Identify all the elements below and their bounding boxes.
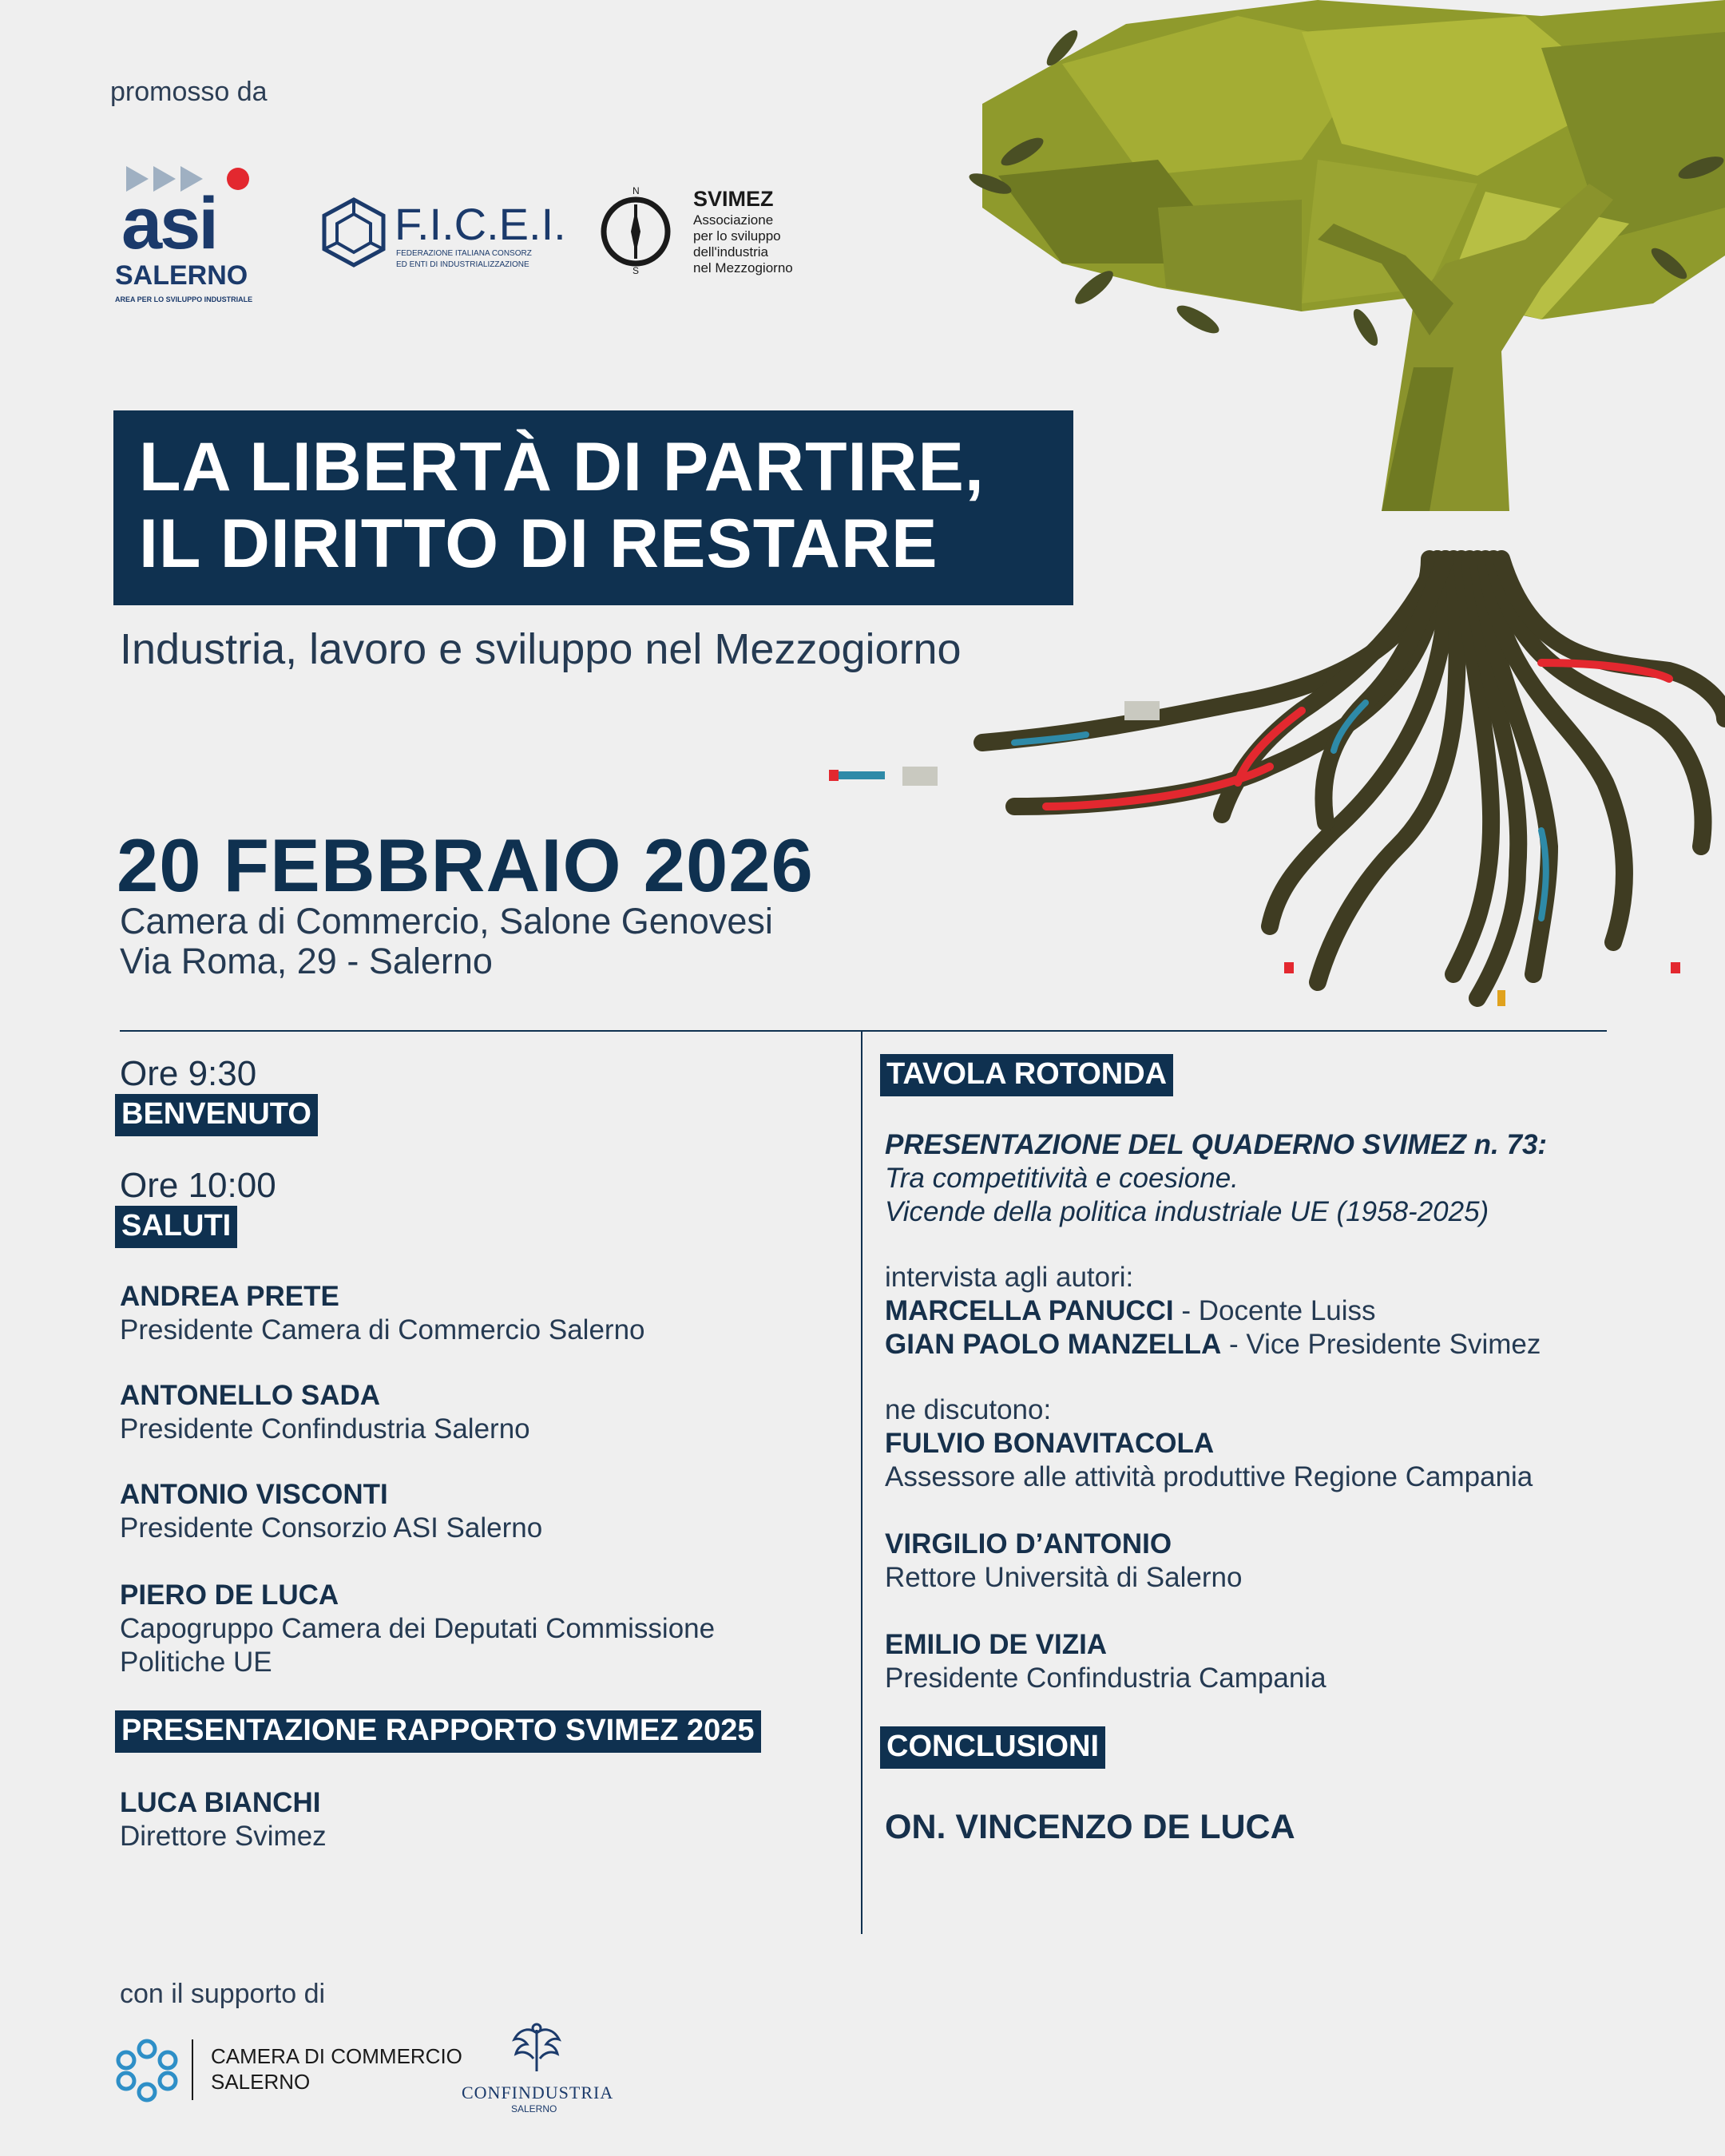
eagle-emblem-icon bbox=[505, 2022, 569, 2078]
asi-subtitle: AREA PER LO SVILUPPO INDUSTRIALE bbox=[115, 295, 253, 303]
ficei-sub1: FEDERAZIONE ITALIANA CONSORZ bbox=[396, 249, 532, 258]
label-benvenuto: BENVENUTO bbox=[115, 1094, 318, 1136]
ficei-sub2: ED ENTI DI INDUSTRIALIZZAZIONE bbox=[396, 260, 529, 269]
book-subtitle-2: Vicende della politica industriale UE (1958-2025) bbox=[885, 1196, 1489, 1227]
tree-canopy bbox=[982, 0, 1725, 319]
label-conclusioni: CONCLUSIONI bbox=[880, 1726, 1105, 1769]
title-line-1: LA LIBERTÀ DI PARTIRE, bbox=[139, 429, 985, 505]
event-address: Via Roma, 29 - Salerno bbox=[120, 941, 493, 981]
speaker-name: ANTONIO VISCONTI bbox=[120, 1479, 388, 1510]
ficei-emblem-icon bbox=[319, 196, 388, 268]
svimez-l4: nel Mezzogiorno bbox=[693, 260, 793, 275]
svimez-logo bbox=[601, 185, 808, 281]
svimez-wordmark: SVIMEZ bbox=[693, 187, 774, 211]
author-name: GIAN PAOLO MANZELLA bbox=[885, 1329, 1222, 1360]
title-banner bbox=[113, 410, 1073, 605]
svimez-north: N bbox=[632, 185, 640, 196]
speaker-name: ANDREA PRETE bbox=[120, 1281, 339, 1312]
time-greetings: Ore 10:00 bbox=[120, 1166, 276, 1205]
ficei-logo bbox=[319, 196, 566, 276]
panelist-role: Rettore Università di Salerno bbox=[885, 1562, 1243, 1593]
author-row bbox=[885, 1295, 1376, 1327]
section-divider bbox=[120, 1030, 1607, 1032]
event-date: 20 FEBBRAIO 2026 bbox=[117, 823, 814, 907]
presenter-role: Direttore Svimez bbox=[120, 1821, 327, 1852]
column-divider bbox=[861, 1032, 862, 1934]
book-title: PRESENTAZIONE DEL QUADERNO SVIMEZ n. 73: bbox=[885, 1129, 1548, 1160]
ficei-wordmark: F.I.C.E.I. bbox=[395, 199, 566, 249]
promoted-by-label: promosso da bbox=[110, 77, 268, 107]
asi-wordmark: asi bbox=[121, 183, 216, 264]
cable-roots bbox=[982, 559, 1725, 998]
speaker-role-continued: Politiche UE bbox=[120, 1647, 272, 1678]
interview-intro: intervista agli autori: bbox=[885, 1262, 1134, 1293]
panelist-role: Presidente Confindustria Campania bbox=[885, 1663, 1326, 1694]
discuss-intro: ne discutono: bbox=[885, 1394, 1052, 1425]
closing-speaker: ON. VINCENZO DE LUCA bbox=[885, 1808, 1295, 1846]
book-subtitle-1: Tra competitività e coesione. bbox=[885, 1163, 1239, 1194]
speaker-role: Presidente Consorzio ASI Salerno bbox=[120, 1512, 543, 1544]
svimez-l2: per lo sviluppo bbox=[693, 228, 781, 244]
confindustria-line-2: SALERNO bbox=[511, 2103, 557, 2114]
speaker-name: ANTONELLO SADA bbox=[120, 1380, 381, 1411]
time-welcome: Ore 9:30 bbox=[120, 1054, 257, 1093]
title-line-2: IL DIRITTO DI RESTARE bbox=[139, 505, 938, 582]
subtitle: Industria, lavoro e sviluppo nel Mezzogiorno bbox=[120, 625, 962, 673]
confindustria-salerno-logo bbox=[457, 2022, 617, 2118]
support-label: con il supporto di bbox=[120, 1979, 326, 2009]
asi-salerno-logo bbox=[110, 160, 254, 311]
svimez-south: S bbox=[632, 265, 640, 276]
asi-city: SALERNO bbox=[115, 260, 248, 291]
panelist-name: EMILIO DE VIZIA bbox=[885, 1629, 1108, 1660]
cciaa-line-2: SALERNO bbox=[211, 2070, 311, 2094]
compass-icon bbox=[601, 185, 680, 278]
confindustria-line-1: CONFINDUSTRIA bbox=[462, 2083, 614, 2102]
label-presentazione-rapporto: PRESENTAZIONE RAPPORTO SVIMEZ 2025 bbox=[115, 1710, 761, 1753]
event-venue: Camera di Commercio, Salone Genovesi bbox=[120, 901, 773, 941]
author-role: - Vice Presidente Svimez bbox=[1221, 1329, 1541, 1360]
author-role: - Docente Luiss bbox=[1173, 1295, 1376, 1326]
camera-di-commercio-logo bbox=[112, 2035, 462, 2106]
speaker-role: Capogruppo Camera dei Deputati Commissione bbox=[120, 1613, 716, 1644]
label-saluti: SALUTI bbox=[115, 1206, 237, 1248]
speaker-name: PIERO DE LUCA bbox=[120, 1579, 339, 1611]
panelist-name: VIRGILIO D’ANTONIO bbox=[885, 1528, 1172, 1560]
svimez-l3: dell'industria bbox=[693, 244, 768, 260]
panelist-name: FULVIO BONAVITACOLA bbox=[885, 1428, 1215, 1459]
svimez-l1: Associazione bbox=[693, 212, 774, 228]
speaker-role: Presidente Camera di Commercio Salerno bbox=[120, 1314, 645, 1346]
speaker-role: Presidente Confindustria Salerno bbox=[120, 1413, 530, 1445]
chamber-of-commerce-icon bbox=[112, 2035, 182, 2105]
presenter-name: LUCA BIANCHI bbox=[120, 1787, 321, 1818]
author-row bbox=[885, 1329, 1541, 1361]
cciaa-line-1: CAMERA DI COMMERCIO bbox=[211, 2044, 462, 2068]
panelist-role: Assessore alle attività produttive Regione Campania bbox=[885, 1461, 1533, 1492]
label-tavola-rotonda: TAVOLA ROTONDA bbox=[880, 1054, 1173, 1096]
logo-separator bbox=[192, 2039, 193, 2100]
author-name: MARCELLA PANUCCI bbox=[885, 1295, 1174, 1326]
